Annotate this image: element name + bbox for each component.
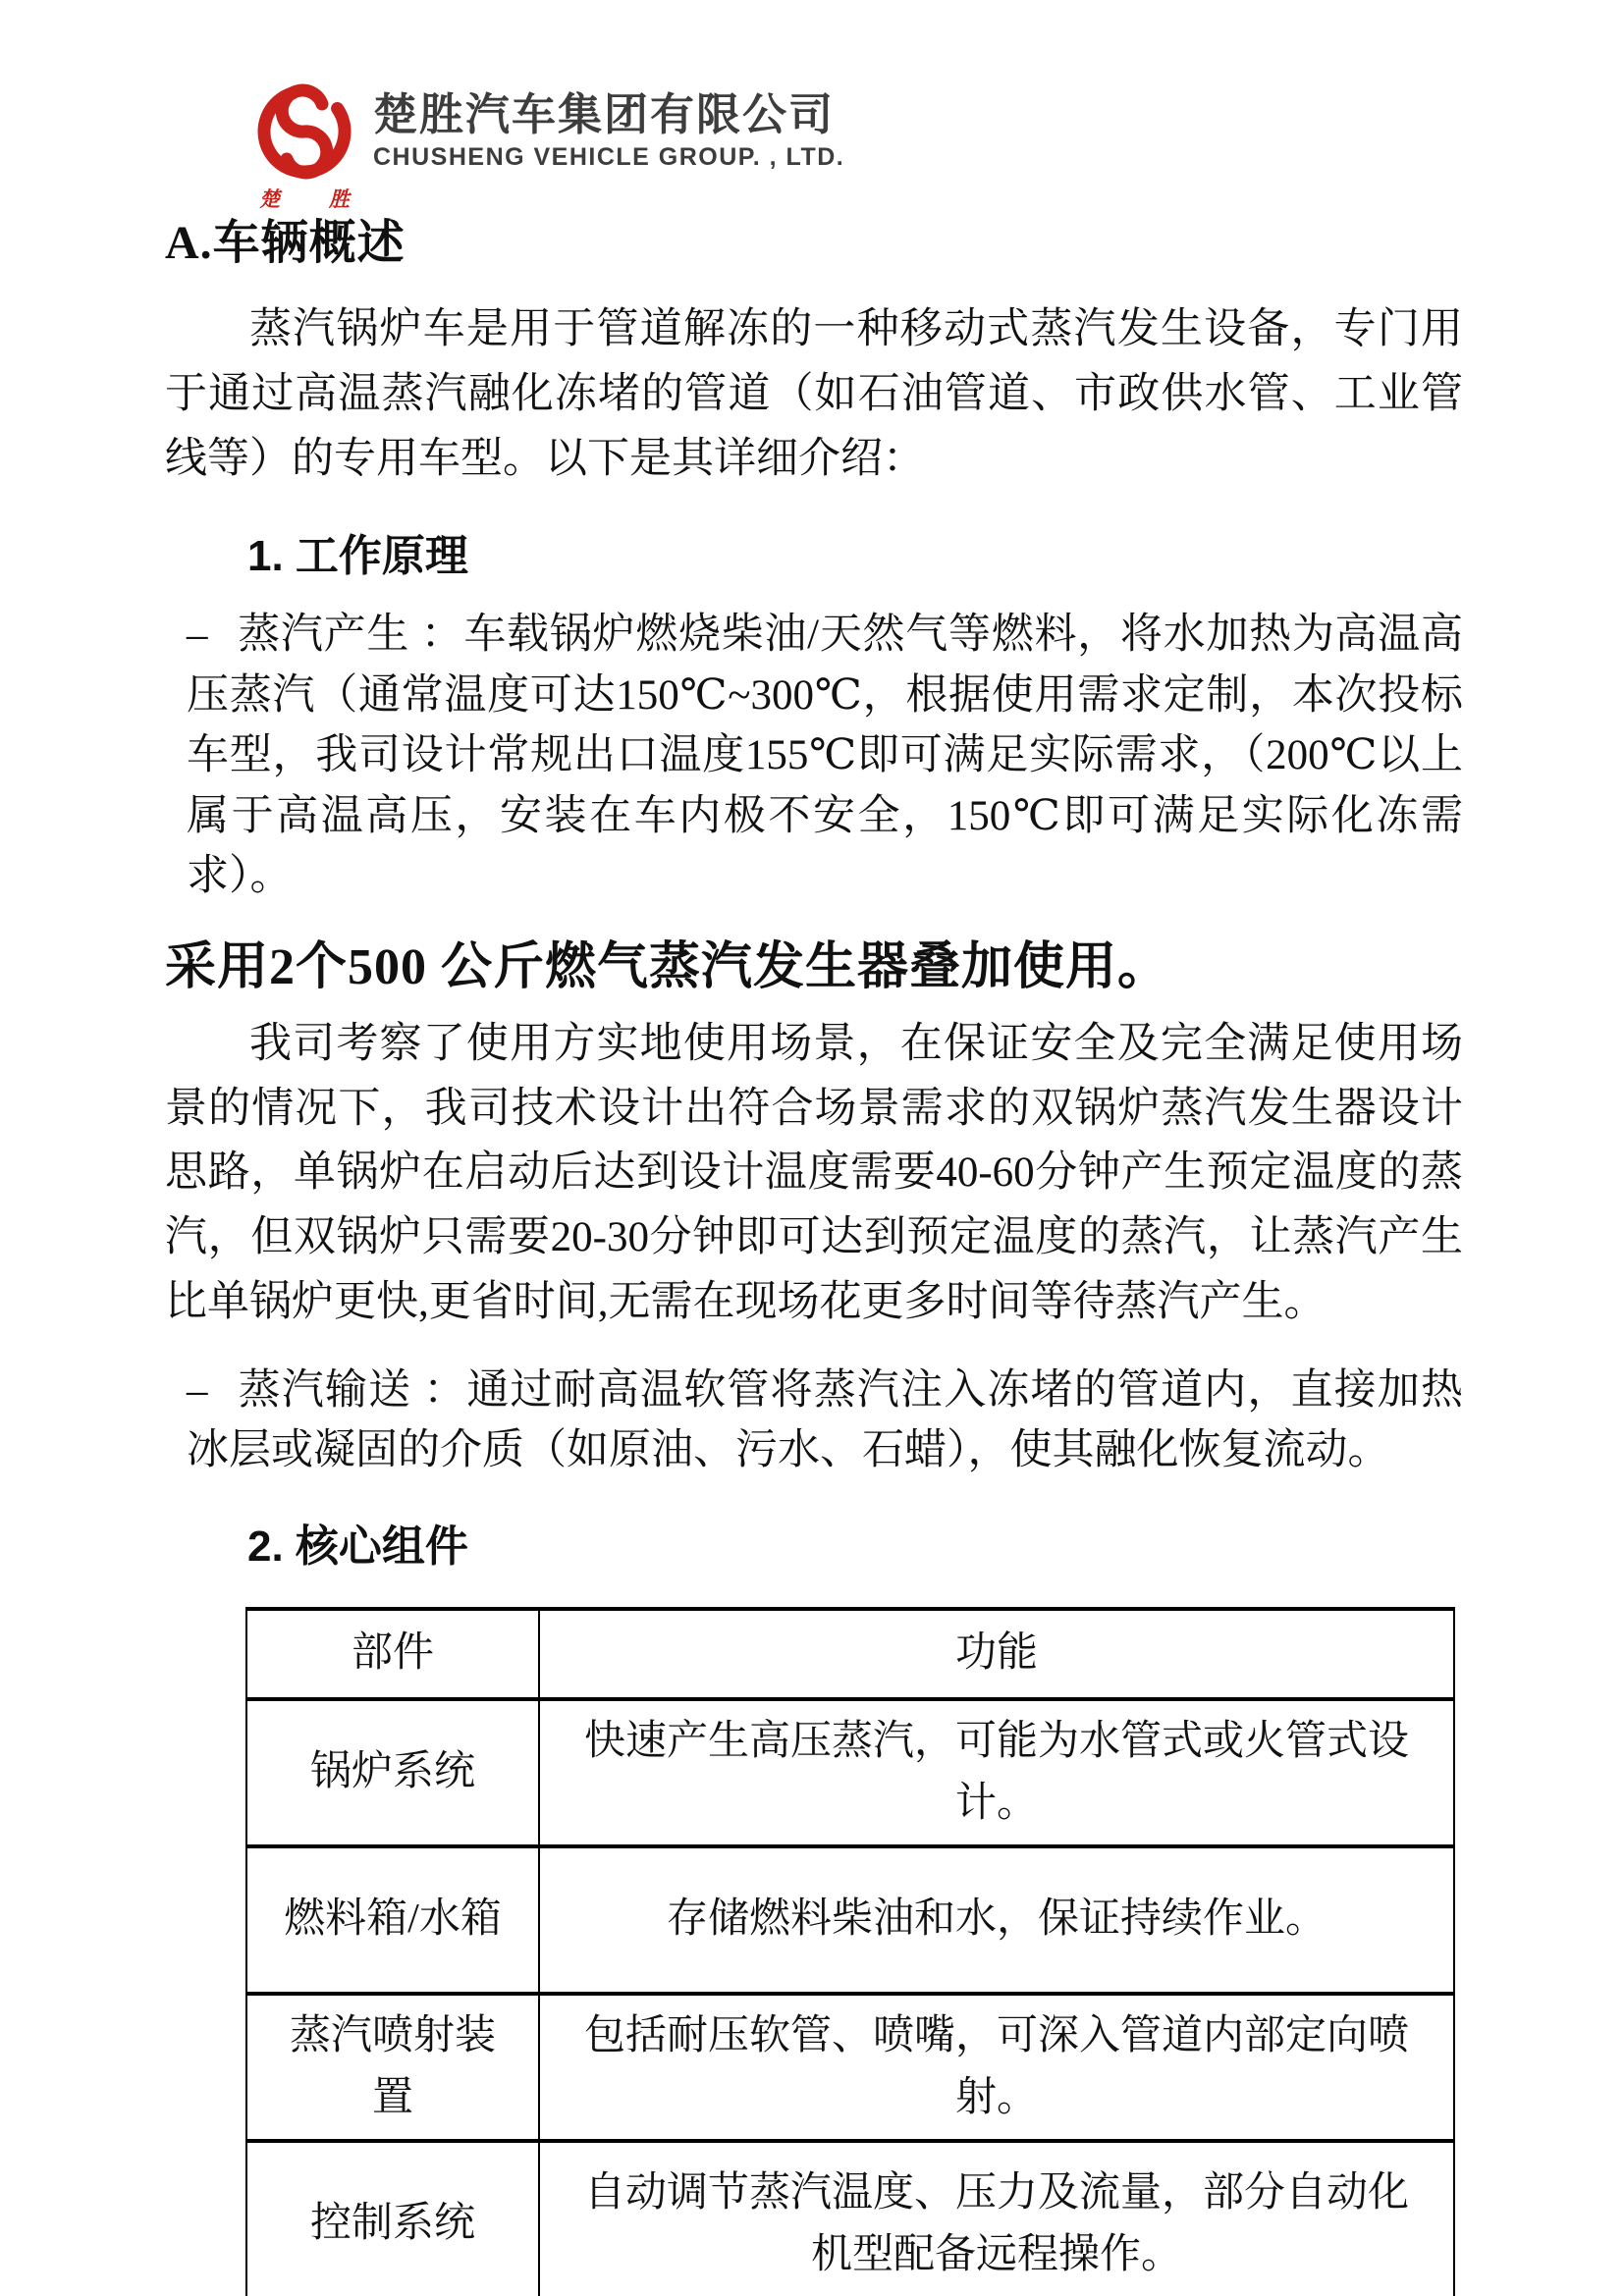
bullet-dash: –: [187, 1366, 208, 1414]
table-cell-component: 控制系统: [246, 2141, 539, 2296]
table-cell-component: 燃料箱/水箱: [246, 1846, 539, 1994]
company-header: [253, 80, 844, 213]
table-cell-function: 存储燃料柴油和水，保证持续作业。: [539, 1846, 1454, 1994]
bullet-steam-generation-text: 蒸汽产生 ：车载锅炉燃烧柴油/天然气等燃料，将水加热为高温高压蒸汽（通常温度可达150℃~300℃，根据使用需求定制，本次投标车型，我司设计常规出口温度155℃即可满足实际需求，（200℃以上属于高温高压，安装在车内极不安全，150℃即可满足实际化冻需求）。: [187, 612, 1463, 900]
table-row: [246, 1994, 1454, 2141]
logo-seal-left: 楚: [259, 187, 280, 211]
bullet-dash: –: [187, 612, 208, 659]
company-name-en: CHUSHENG VEHICLE GROUP. , LTD.: [373, 142, 845, 171]
subsection-1-heading: 1. 工作原理: [247, 532, 468, 581]
chusheng-logo-icon: [253, 80, 355, 183]
company-names: [373, 80, 844, 172]
logo-seal-right: 胜: [329, 187, 350, 211]
table-row: [246, 1699, 1454, 1846]
bullet-steam-delivery-text: 蒸汽输送 ：通过耐高温软管将蒸汽注入冻堵的管道内，直接加热冰层或凝固的介质（如原油、污水、石蜡），使其融化恢复流动。: [187, 1366, 1463, 1474]
table-cell-component: 锅炉系统: [246, 1699, 539, 1846]
design-note-paragraph: 我司考察了使用方实地使用场景，在保证安全及完全满足使用场景的情况下，我司技术设计出符合场景需求的双锅炉蒸汽发生器设计思路，单锅炉在启动后达到设计温度需要40-60分钟产生预定温度的蒸汽，但双锅炉只需要20-30分钟即可达到预定温度的蒸汽，让蒸汽产生比单锅炉更快,更省时间,无需在现场花更多时间等待蒸汽产生。: [165, 1020, 1463, 1325]
table-cell-function: 自动调节蒸汽温度、压力及流量，部分自动化机型配备远程操作。: [539, 2141, 1454, 2296]
subsection-2-heading: 2. 核心组件: [247, 1522, 468, 1571]
table-cell-component: 蒸汽喷射装置: [246, 1994, 539, 2141]
table-header-row: [246, 1609, 1454, 1699]
section-a-title: A.车辆概述: [165, 217, 406, 269]
company-name-cn: 楚胜汽车集团有限公司: [373, 89, 836, 139]
document-content: [165, 204, 1463, 2296]
table-header-component: 部件: [246, 1609, 539, 1699]
table-header-function: 功能: [539, 1609, 1454, 1699]
table-row: [246, 1846, 1454, 1994]
table-cell-function: 快速产生高压蒸汽，可能为水管式或火管式设计。: [539, 1699, 1454, 1846]
company-logo: [253, 80, 355, 213]
table-cell-function: 包括耐压软管、喷嘴，可深入管道内部定向喷射。: [539, 1994, 1454, 2141]
table-row: [246, 2141, 1454, 2296]
intro-paragraph: 蒸汽锅炉车是用于管道解冻的一种移动式蒸汽发生设备，专门用于通过高温蒸汽融化冻堵的管道（如石油管道、市政供水管、工业管线等）的专用车型。以下是其详细介绍：: [165, 306, 1463, 482]
bullet-steam-generation: [165, 605, 1463, 906]
bullet-steam-delivery: [165, 1361, 1463, 1481]
core-components-table: [245, 1607, 1455, 2296]
bold-statement: 采用2个500 公斤燃气蒸汽发生器叠加使用。: [165, 938, 1170, 995]
